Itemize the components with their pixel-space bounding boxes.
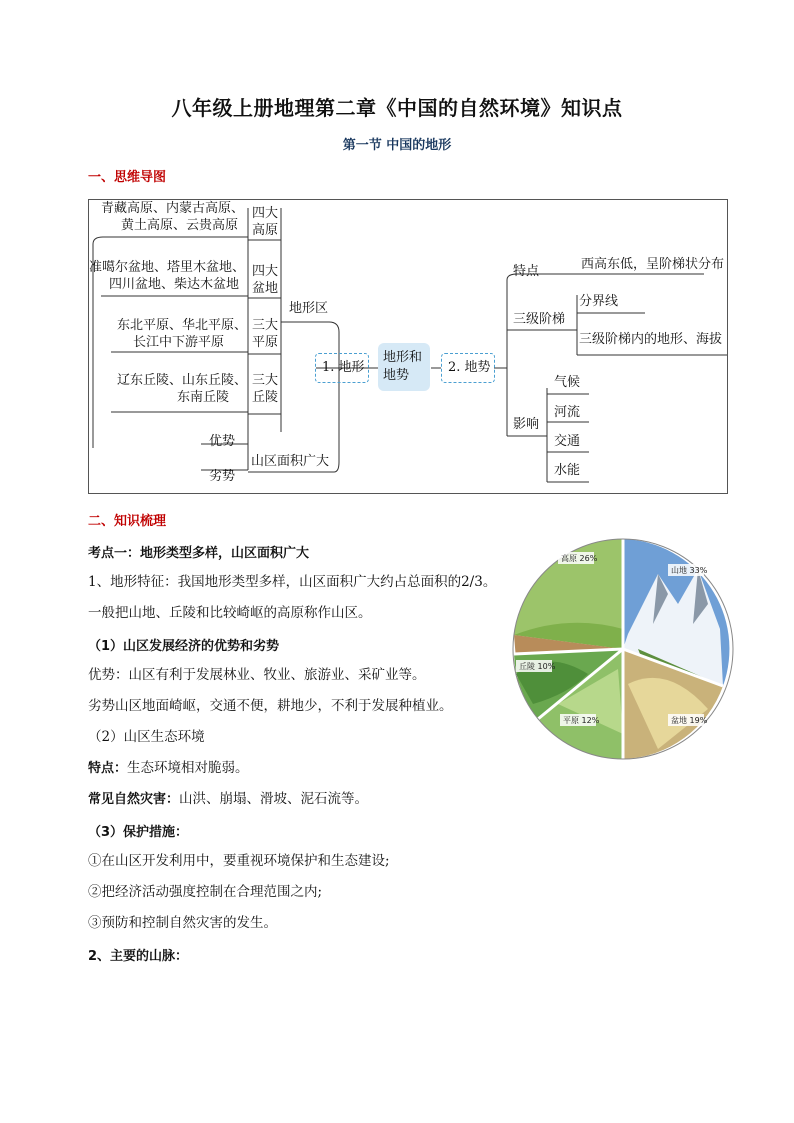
steps-content: 三级阶梯内的地形、海拔 — [579, 332, 723, 347]
section-title: 第一节 中国的地形 — [342, 138, 452, 153]
kaodian-2: 2、主要的山脉： — [88, 949, 189, 964]
plateau-label-line1: 四大 — [252, 206, 279, 221]
mind-map — [88, 199, 728, 494]
pie-label-mountain: 山地 33% — [671, 566, 708, 575]
paragraph-5-text: 生态环境相对脆弱。 — [127, 760, 249, 776]
paragraph-6-label: 常见自然灾害： — [88, 792, 180, 807]
measure-2: ②把经济活动强度控制在合理范围之内; — [88, 884, 323, 900]
plain-label-line2: 平原 — [252, 335, 279, 350]
hill-list-line1: 辽东丘陵、山东丘陵、 — [117, 373, 248, 388]
influence-river: 河流 — [554, 405, 581, 420]
measure-3: ③预防和控制自然灾害的发生。 — [88, 915, 277, 931]
relief-node — [441, 353, 495, 383]
terrain-region-label: 地形区 — [289, 301, 329, 316]
measure-1: ①在山区开发利用中，要重视环境保护和生态建设; — [88, 853, 390, 869]
advantage-label: 优势 — [209, 434, 236, 449]
three-steps-label: 三级阶梯 — [513, 312, 566, 327]
disadvantage-label: 劣势 — [209, 469, 236, 484]
hill-list-line2: 东南丘陵 — [177, 390, 230, 405]
influence-label: 影响 — [513, 417, 540, 432]
pie-label-plateau: 高原 26% — [561, 554, 598, 563]
paragraph-2: 一般把山地、丘陵和比较崎岖的高原称作山区。 — [88, 605, 372, 621]
plain-label-line1: 三大 — [252, 318, 279, 333]
paragraph-5 — [88, 759, 249, 778]
boundary-label: 分界线 — [579, 294, 619, 309]
feature-text: 西高东低，呈阶梯状分布 — [581, 257, 725, 272]
paragraph-4: 劣势山区地面崎岖，交通不便，耕地少，不利于发展种植业。 — [88, 698, 453, 714]
terrain-node — [315, 353, 369, 383]
plateau-list-line2: 黄土高原、云贵高原 — [121, 218, 239, 233]
heading-mindmap: 一、思维导图 — [88, 170, 167, 185]
influence-hydropower: 水能 — [554, 463, 581, 478]
pie-label-plain: 平原 12% — [563, 716, 600, 725]
influence-climate: 气候 — [554, 375, 581, 390]
pie-label-basin: 盆地 19% — [671, 716, 708, 725]
center-node-line1: 地形和 — [383, 350, 423, 365]
terrain-node-label: 1. 地形 — [322, 360, 365, 375]
center-node — [378, 343, 430, 391]
plain-list-line2: 长江中下游平原 — [133, 335, 225, 350]
influence-traffic: 交通 — [554, 434, 581, 449]
mountain-area-label: 山区面积广大 — [251, 454, 330, 469]
paragraph-6-text: 山洪、崩塌、滑坡、泥石流等。 — [179, 791, 369, 807]
center-node-line2: 地势 — [383, 368, 410, 383]
paragraph-3: 优势：山区有利于发展林业、牧业、旅游业、采矿业等。 — [88, 667, 426, 683]
paragraph-6 — [88, 790, 368, 809]
heading-knowledge: 二、知识梳理 — [88, 514, 167, 529]
plateau-label-line2: 高原 — [252, 223, 279, 238]
terrain-pie-illustration — [508, 534, 738, 764]
paragraph-1: 1、地形特征：我国地形类型多样，山区面积广大约占总面积的2/3。 — [88, 574, 497, 590]
basin-list-line2: 四川盆地、柴达木盆地 — [109, 277, 240, 292]
plateau-list-line1: 青藏高原、内蒙古高原、 — [101, 201, 245, 216]
subheading-3: （3）保护措施： — [88, 825, 189, 840]
basin-list-line1: 准噶尔盆地、塔里木盆地、 — [89, 260, 246, 275]
pie-label-hill: 丘陵 10% — [519, 662, 556, 671]
feature-label: 特点 — [513, 264, 540, 279]
relief-node-label: 2. 地势 — [448, 360, 491, 375]
basin-label-line1: 四大 — [252, 264, 279, 279]
subheading-2: （2）山区生态环境 — [88, 729, 205, 745]
subheading-1: （1）山区发展经济的优势和劣势 — [88, 639, 280, 654]
kaodian-1: 考点一：地形类型多样，山区面积广大 — [88, 546, 310, 561]
plain-list-line1: 东北平原、华北平原、 — [117, 318, 248, 333]
basin-label-line2: 盆地 — [252, 281, 279, 296]
hill-label-line2: 丘陵 — [252, 390, 279, 405]
page-title: 八年级上册地理第二章《中国的自然环境》知识点 — [171, 96, 623, 120]
hill-label-line1: 三大 — [252, 373, 279, 388]
paragraph-5-label: 特点： — [88, 761, 128, 776]
